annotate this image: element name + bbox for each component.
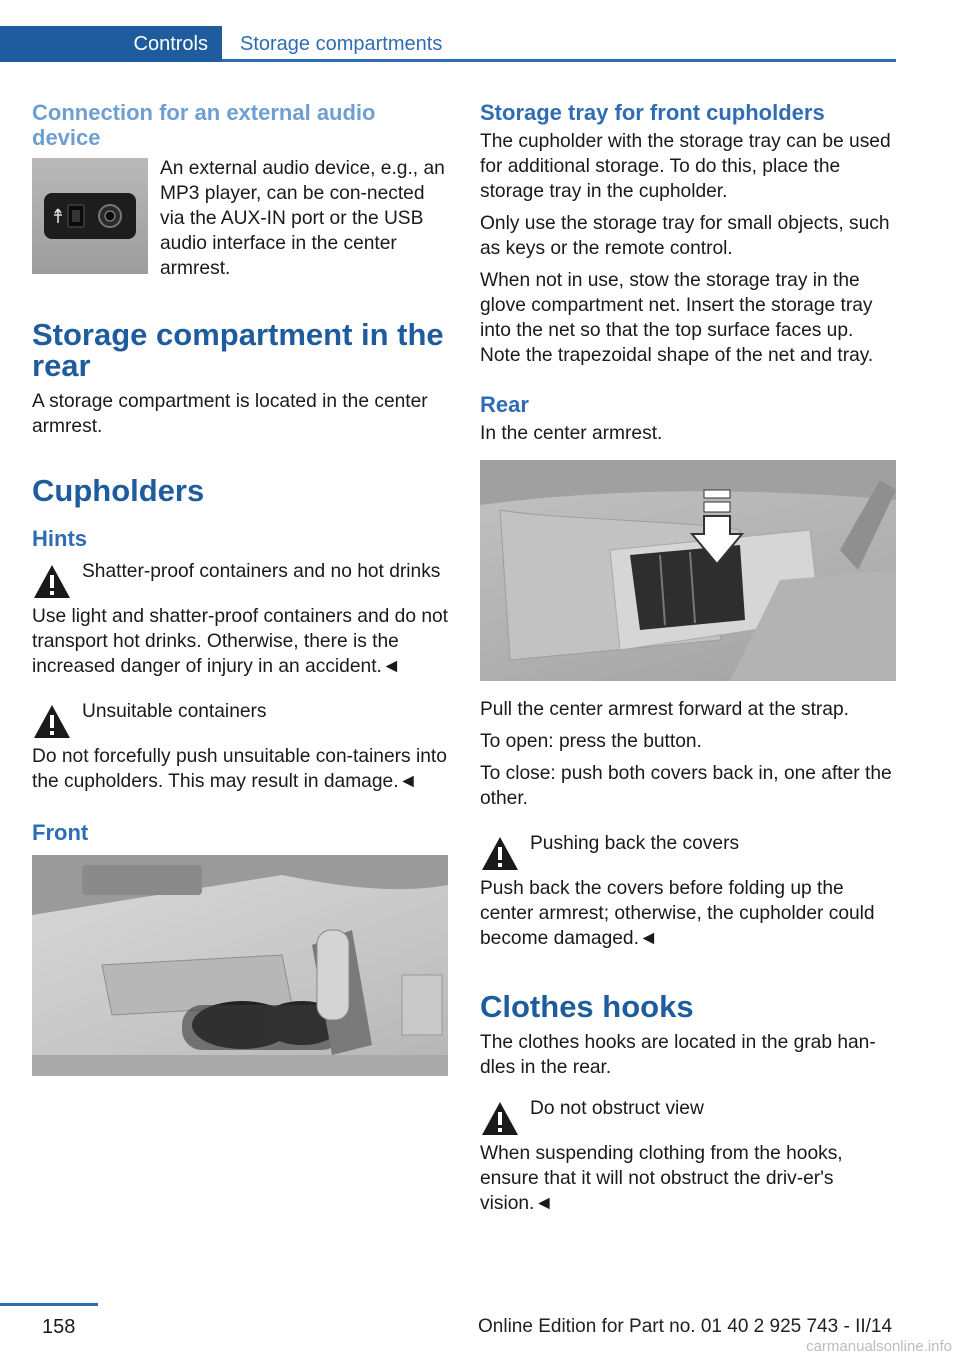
right-column: [480, 100, 896, 1223]
warning-triangle-icon: [32, 702, 72, 742]
warning-triangle-icon: [480, 1099, 520, 1139]
warning-title: Unsuitable containers: [82, 701, 267, 722]
footer-rule: [0, 1303, 98, 1306]
rear-storage-text: A storage compartment is located in the center armrest.: [32, 391, 428, 437]
rear-storage-heading: Storage compartment in the rear: [32, 317, 444, 383]
aux-port-image: [32, 158, 148, 274]
watermark: carmanualsonline.info: [806, 1338, 952, 1355]
rear-paragraph-2: To open: press the button.: [480, 731, 702, 752]
page-number: 158: [42, 1316, 76, 1338]
warning-triangle-icon: [32, 562, 72, 602]
rear-armrest-illustration: [480, 460, 896, 681]
warning-unsuitable: [32, 699, 450, 742]
warning-body: Push back the covers before folding up the center armrest; otherwise, the cupholder could become damaged.◄: [480, 878, 875, 949]
warning-shatter-proof: [32, 559, 450, 602]
front-cupholder-photo: [32, 855, 448, 1076]
page-header: [0, 0, 960, 62]
warning-title: Pushing back the covers: [530, 833, 740, 854]
rear-heading: Rear: [480, 392, 529, 417]
warning-body: Do not forcefully push unsuitable con‐tainers into the cupholders. This may result in damage.◄: [32, 746, 447, 792]
front-heading: Front: [32, 820, 89, 845]
usb-aux-ports-icon: [44, 193, 136, 239]
rear-paragraph-1: Pull the center armrest forward at the strap.: [480, 699, 849, 720]
tray-paragraph-2: Only use the storage tray for small objects, such as keys or the remote control.: [480, 213, 890, 259]
warning-triangle-icon: [480, 834, 520, 874]
warning-title: Shatter-proof containers and no hot drinks: [82, 561, 441, 582]
rear-armrest-photo: [480, 460, 896, 681]
clothes-hooks-heading: Clothes hooks: [480, 989, 694, 1024]
warning-covers: [480, 831, 896, 874]
aux-heading: Connection for an external audio device: [32, 100, 376, 150]
tray-paragraph-1: The cupholder with the storage tray can be used for additional storage. To do this, place the storage tray in the cupholder.: [480, 131, 891, 202]
tray-paragraph-3: When not in use, stow the storage tray in the glove compartment net. Insert the storage tray into the net so that the top surface faces up. Note the trapezoidal shape of the net and tray.: [480, 270, 874, 366]
tray-heading: Storage tray for front cupholders: [480, 100, 825, 125]
warning-body: When suspending clothing from the hooks, ensure that it will not obstruct the driv‐er's vision.◄: [480, 1143, 843, 1214]
warning-body: Use light and shatter-proof containers and do not transport hot drinks. Otherwise, there is the increased danger of injury in an accident.◄: [32, 606, 448, 677]
section-tab: Storage compartments: [240, 32, 443, 55]
aux-text: An external audio device, e.g., an MP3 player, can be con‐nected via the AUX-IN port or the USB audio interface in the center armrest.: [160, 158, 445, 279]
aux-block: [32, 156, 450, 281]
edition-text: Online Edition for Part no. 01 40 2 925 743 - II/14: [478, 1316, 893, 1337]
warning-title: Do not obstruct view: [530, 1098, 704, 1119]
rear-text: In the center armrest.: [480, 423, 663, 444]
left-column: [32, 100, 450, 1076]
aux-panel: [44, 193, 136, 239]
rear-paragraph-3: To close: push both covers back in, one after the other.: [480, 763, 892, 809]
header-rule: [222, 59, 896, 62]
cupholders-heading: Cupholders: [32, 473, 205, 508]
chapter-tab: Controls: [0, 26, 222, 62]
clothes-hooks-text: The clothes hooks are located in the grab han‐dles in the rear.: [480, 1032, 876, 1078]
warning-obstruct-view: [480, 1096, 896, 1139]
hints-heading: Hints: [32, 526, 87, 551]
front-cupholder-illustration: [32, 855, 448, 1076]
